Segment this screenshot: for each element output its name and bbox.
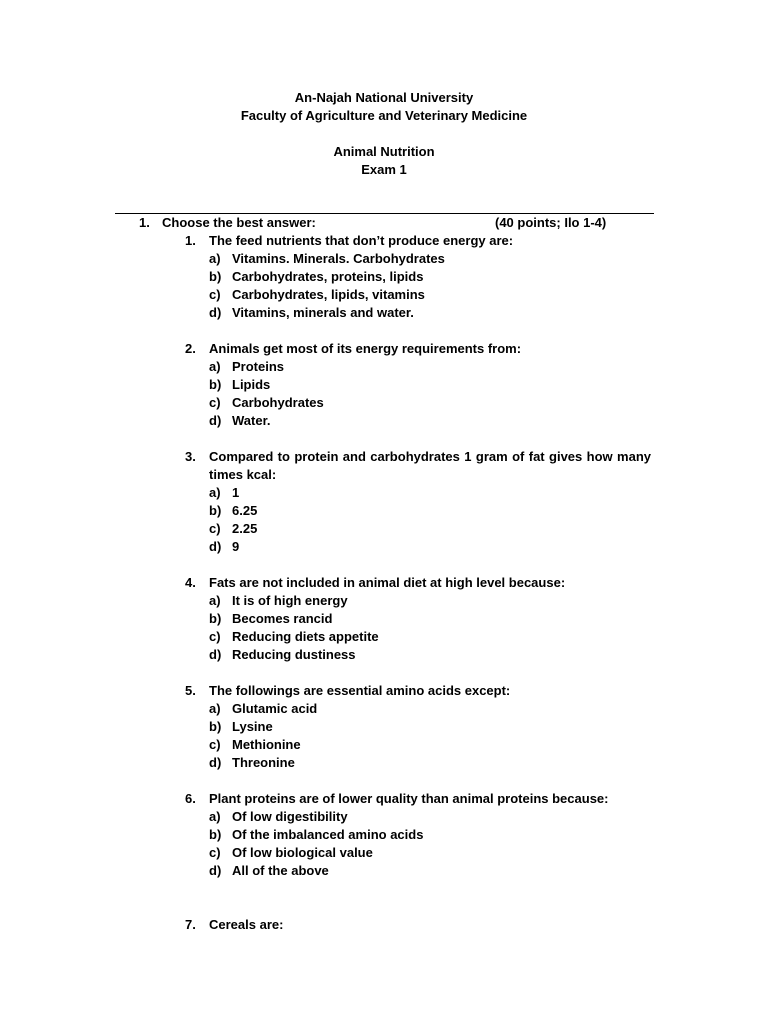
question-text: Fats are not included in animal diet at high level because: bbox=[209, 575, 566, 590]
option-text: Proteins bbox=[232, 359, 285, 374]
option-text: 9 bbox=[232, 539, 240, 554]
answer-option bbox=[185, 808, 651, 826]
question-list bbox=[139, 232, 654, 934]
question-number: 1. bbox=[185, 233, 196, 248]
option-text: Carbohydrates, lipids, vitamins bbox=[232, 287, 425, 302]
answer-option bbox=[185, 286, 651, 304]
option-text: 1 bbox=[232, 485, 240, 500]
answer-option bbox=[185, 754, 651, 772]
answer-options bbox=[185, 358, 651, 430]
option-letter: d) bbox=[209, 413, 222, 428]
option-letter: d) bbox=[209, 647, 222, 662]
question-3 bbox=[185, 448, 651, 556]
answer-options bbox=[185, 484, 651, 556]
exam-header bbox=[0, 89, 768, 179]
option-text: Reducing diets appetite bbox=[232, 629, 379, 644]
option-text: 2.25 bbox=[232, 521, 258, 536]
question-text: Cereals are: bbox=[209, 917, 284, 932]
option-letter: d) bbox=[209, 755, 222, 770]
answer-option bbox=[185, 484, 651, 502]
option-text: Carbohydrates bbox=[232, 395, 324, 410]
question-number: 6. bbox=[185, 791, 196, 806]
answer-option bbox=[185, 358, 651, 376]
option-text: Glutamic acid bbox=[232, 701, 318, 716]
answer-option bbox=[185, 592, 651, 610]
question-number: 7. bbox=[185, 917, 196, 932]
option-letter: b) bbox=[209, 719, 222, 734]
answer-option bbox=[185, 502, 651, 520]
question-number: 4. bbox=[185, 575, 196, 590]
answer-option bbox=[185, 826, 651, 844]
option-text: Of the imbalanced amino acids bbox=[232, 827, 424, 842]
option-letter: b) bbox=[209, 377, 222, 392]
option-text: Vitamins, minerals and water. bbox=[232, 305, 414, 320]
option-letter: c) bbox=[209, 521, 221, 536]
option-text: Becomes rancid bbox=[232, 611, 333, 626]
question-number: 5. bbox=[185, 683, 196, 698]
question-text: The feed nutrients that don’t produce energy are: bbox=[209, 233, 514, 248]
option-letter: b) bbox=[209, 269, 222, 284]
section-points: (40 points; Ilo 1-4) bbox=[495, 215, 607, 230]
question-stem bbox=[185, 232, 651, 250]
option-text: Lipids bbox=[232, 377, 271, 392]
answer-option bbox=[185, 718, 651, 736]
section-heading bbox=[139, 214, 654, 232]
question-number: 2. bbox=[185, 341, 196, 356]
answer-option bbox=[185, 610, 651, 628]
option-text: Methionine bbox=[232, 737, 301, 752]
option-letter: b) bbox=[209, 827, 222, 842]
option-letter: a) bbox=[209, 251, 221, 266]
answer-options bbox=[185, 592, 651, 664]
university-name: An-Najah National University bbox=[294, 90, 474, 105]
option-letter: c) bbox=[209, 395, 221, 410]
question-stem bbox=[185, 682, 651, 700]
answer-option bbox=[185, 646, 651, 664]
answer-option bbox=[185, 538, 651, 556]
exam-title: Exam 1 bbox=[361, 162, 407, 177]
question-text: Animals get most of its energy requirements from: bbox=[209, 341, 522, 356]
option-text: Lysine bbox=[232, 719, 273, 734]
answer-options bbox=[185, 808, 651, 880]
option-letter: d) bbox=[209, 305, 222, 320]
option-text: Of low biological value bbox=[232, 845, 373, 860]
answer-option bbox=[185, 628, 651, 646]
option-letter: a) bbox=[209, 809, 221, 824]
answer-option bbox=[185, 412, 651, 430]
answer-option bbox=[185, 268, 651, 286]
option-text: Water. bbox=[232, 413, 271, 428]
question-1 bbox=[185, 232, 651, 322]
answer-option bbox=[185, 376, 651, 394]
question-text: Compared to protein and carbohydrates 1 gram of fat gives how many times kcal: bbox=[209, 449, 651, 482]
course-title: Animal Nutrition bbox=[333, 144, 435, 159]
question-text: Plant proteins are of lower quality than animal proteins because: bbox=[209, 791, 609, 806]
option-letter: d) bbox=[209, 539, 222, 554]
answer-option bbox=[185, 862, 651, 880]
answer-option bbox=[185, 394, 651, 412]
faculty-name: Faculty of Agriculture and Veterinary Medicine bbox=[240, 108, 528, 123]
option-letter: b) bbox=[209, 611, 222, 626]
question-7 bbox=[185, 916, 651, 934]
answer-option bbox=[185, 844, 651, 862]
option-letter: a) bbox=[209, 359, 221, 374]
answer-option bbox=[185, 700, 651, 718]
option-letter: d) bbox=[209, 863, 222, 878]
question-stem bbox=[185, 790, 651, 808]
question-number: 3. bbox=[185, 449, 196, 464]
section-number: 1. bbox=[139, 215, 150, 230]
question-text: The followings are essential amino acids except: bbox=[209, 683, 511, 698]
answer-option bbox=[185, 736, 651, 754]
section-choose-best-answer bbox=[139, 214, 654, 934]
option-letter: a) bbox=[209, 593, 221, 608]
option-text: All of the above bbox=[232, 863, 329, 878]
answer-options bbox=[185, 700, 651, 772]
section-title: Choose the best answer: bbox=[162, 215, 316, 230]
option-text: Vitamins. Minerals. Carbohydrates bbox=[232, 251, 445, 266]
question-6 bbox=[185, 790, 651, 880]
option-text: Of low digestibility bbox=[232, 809, 348, 824]
option-letter: c) bbox=[209, 287, 221, 302]
option-text: Threonine bbox=[232, 755, 295, 770]
option-text: It is of high energy bbox=[232, 593, 348, 608]
question-4 bbox=[185, 574, 651, 664]
option-text: Carbohydrates, proteins, lipids bbox=[232, 269, 424, 284]
option-letter: c) bbox=[209, 737, 221, 752]
question-stem bbox=[185, 448, 651, 484]
answer-option bbox=[185, 520, 651, 538]
header-spacer bbox=[0, 125, 768, 143]
option-letter: c) bbox=[209, 629, 221, 644]
option-letter: b) bbox=[209, 503, 222, 518]
question-stem bbox=[185, 916, 651, 934]
question-stem bbox=[185, 574, 651, 592]
option-letter: c) bbox=[209, 845, 221, 860]
question-2 bbox=[185, 340, 651, 430]
question-5 bbox=[185, 682, 651, 772]
option-text: Reducing dustiness bbox=[232, 647, 356, 662]
option-letter: a) bbox=[209, 485, 221, 500]
answer-options bbox=[185, 250, 651, 322]
answer-option bbox=[185, 250, 651, 268]
answer-option bbox=[185, 304, 651, 322]
option-text: 6.25 bbox=[232, 503, 258, 518]
option-letter: a) bbox=[209, 701, 221, 716]
question-stem bbox=[185, 340, 651, 358]
